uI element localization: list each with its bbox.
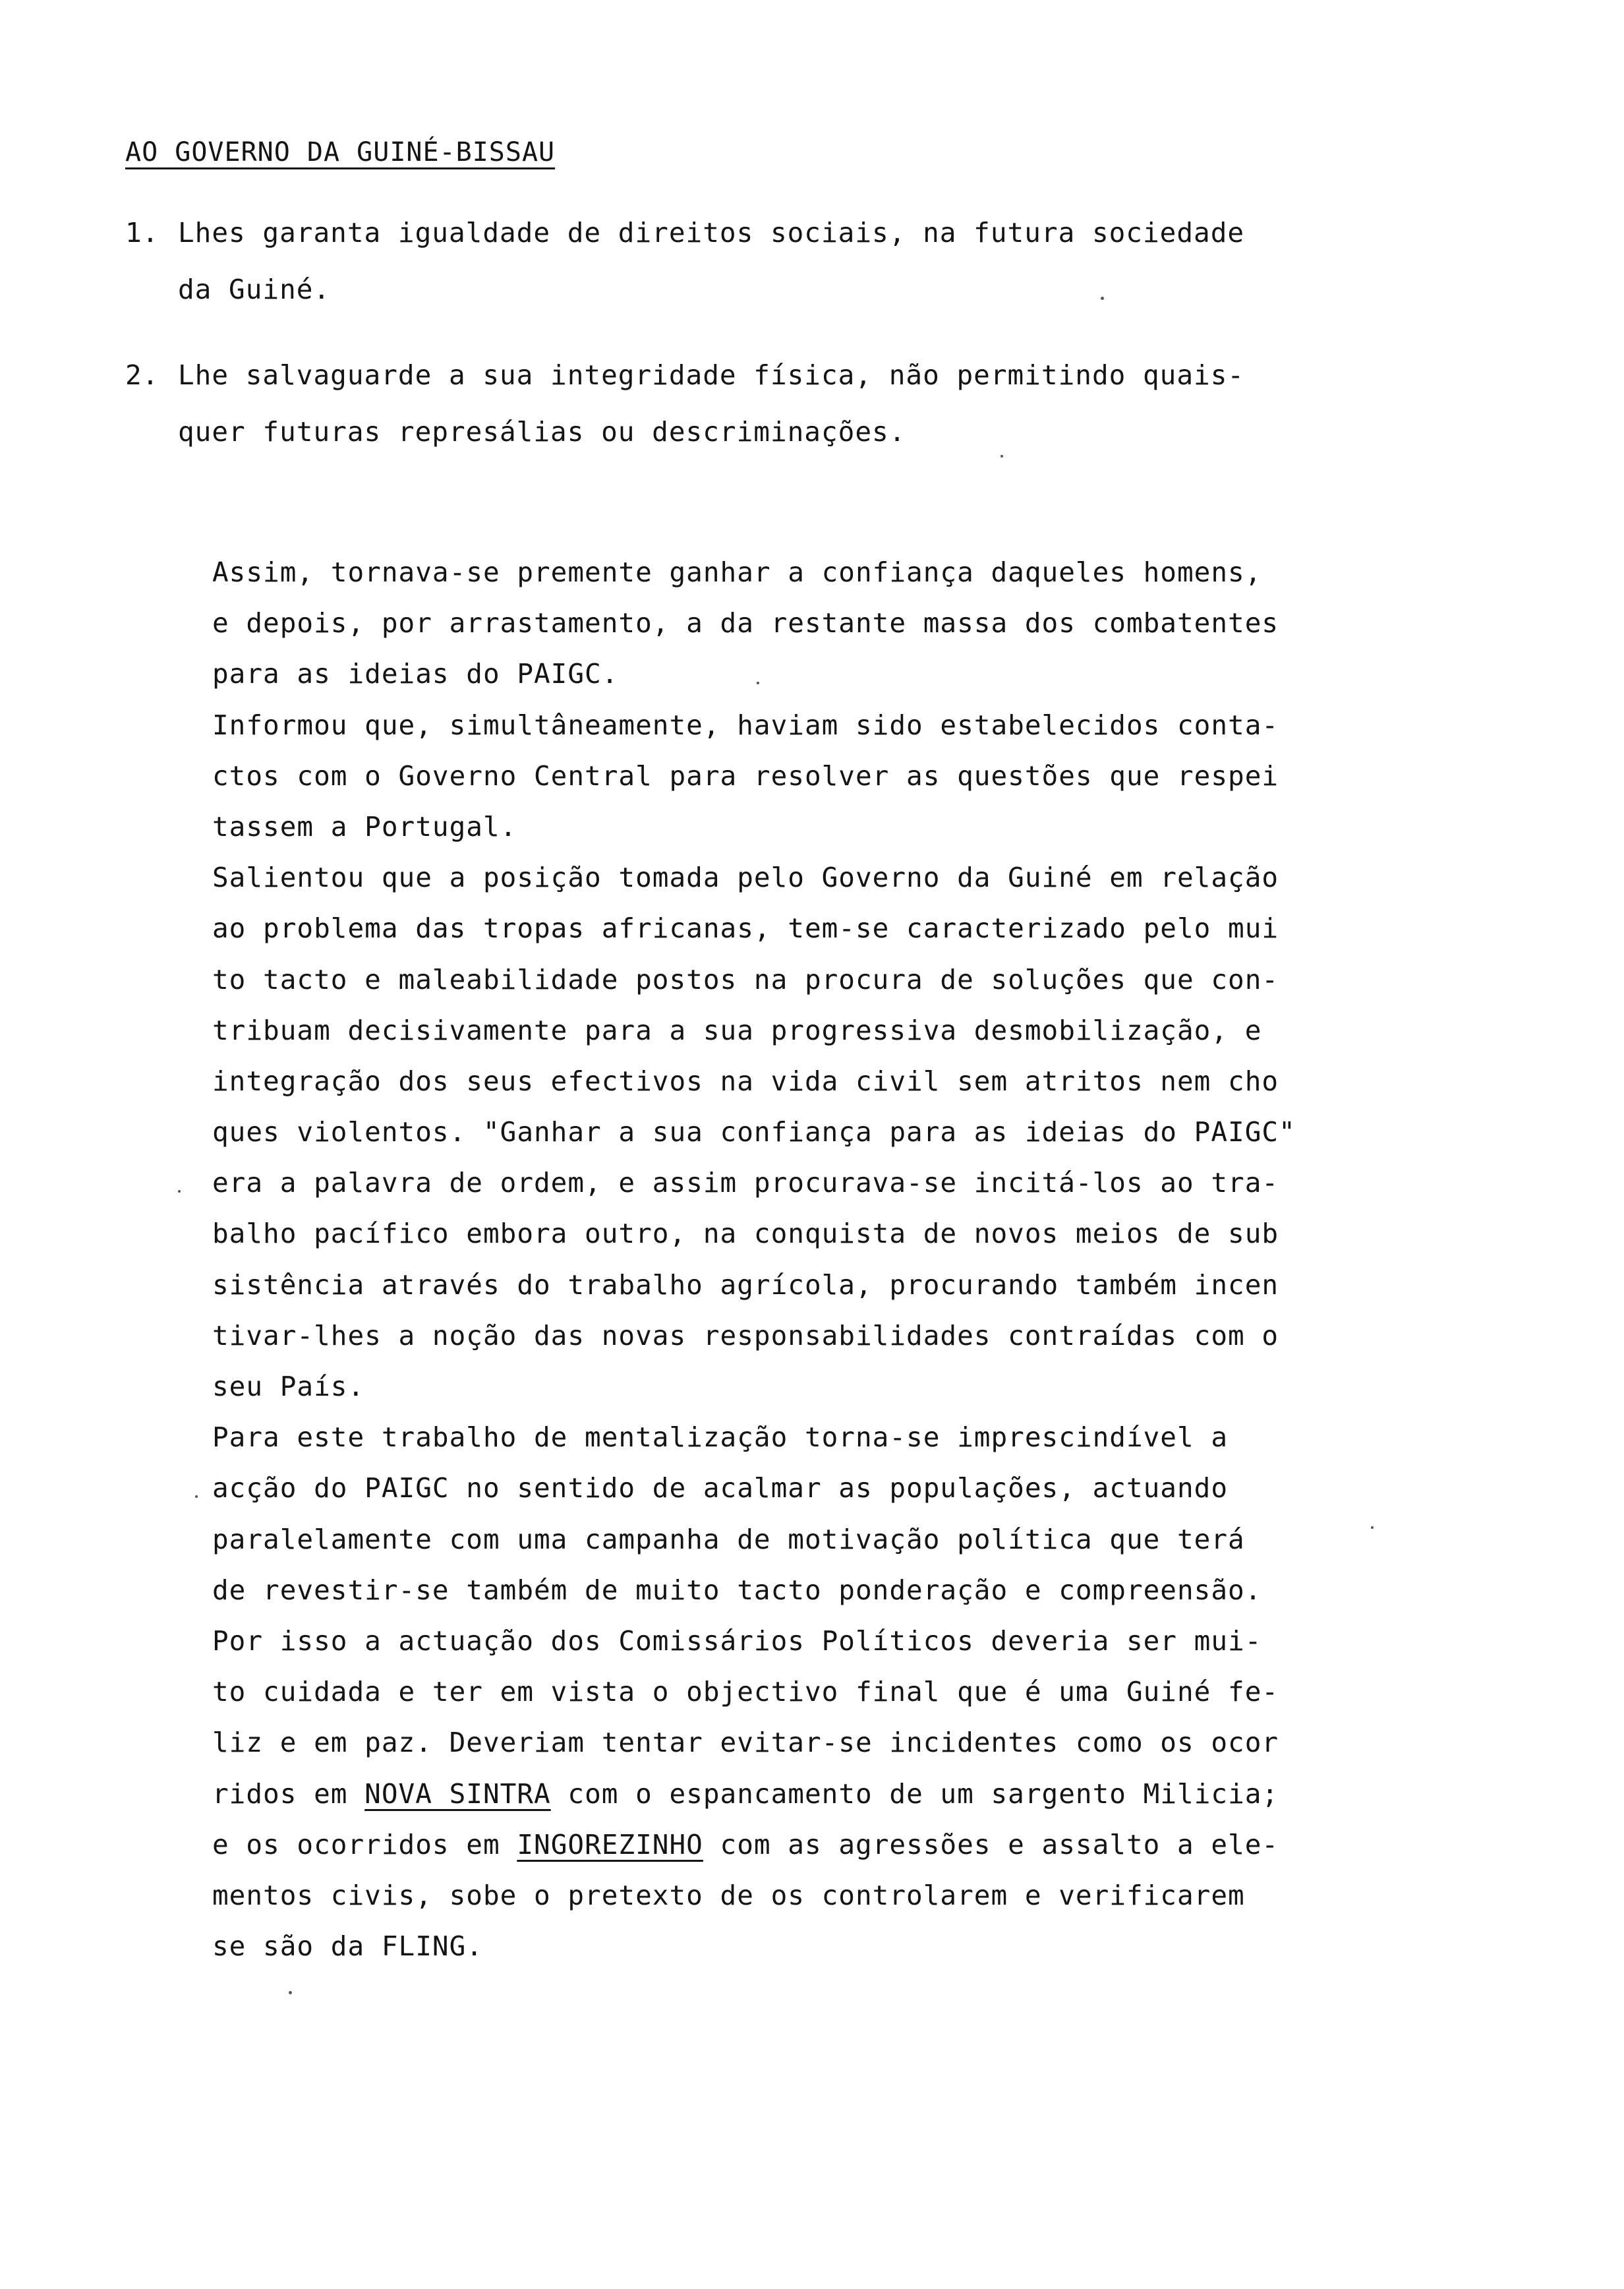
paragraph-line: Para este trabalho de mentalização torna-se imprescindível a bbox=[212, 1421, 1229, 1454]
list-item-text-line: Lhe salvaguarde a sua integridade física, não permitindo quais- bbox=[178, 359, 1245, 391]
list-item-text-line: da Guiné. bbox=[178, 274, 331, 305]
body-paragraphs bbox=[212, 547, 1399, 1972]
scan-speck bbox=[757, 682, 759, 684]
paragraph-line: ctos com o Governo Central para resolver as questões que respei bbox=[212, 759, 1279, 792]
paragraph-line: acção do PAIGC no sentido de acalmar as populações, actuando bbox=[212, 1472, 1229, 1504]
underlined-place-name: INGOREZINHO bbox=[517, 1828, 703, 1860]
scan-speck bbox=[1000, 455, 1003, 458]
scan-speck bbox=[1371, 1526, 1374, 1529]
paragraph-line: e os ocorridos em INGOREZINHO com as agressões e assalto a ele- bbox=[212, 1828, 1279, 1860]
paragraph-line: mentos civis, sobe o pretexto de os controlarem e verificarem bbox=[212, 1879, 1245, 1911]
paragraph-line: ao problema das tropas africanas, tem-se caracterizado pelo mui bbox=[212, 912, 1279, 945]
scan-speck bbox=[289, 1991, 292, 1994]
paragraph-line: tribuam decisivamente para a sua progressiva desmobilização, e bbox=[212, 1014, 1262, 1046]
paragraph-line: paralelamente com uma campanha de motivação política que terá bbox=[212, 1523, 1245, 1555]
paragraph-line: Por isso a actuação dos Comissários Políticos deveria ser mui- bbox=[212, 1624, 1262, 1657]
list-item-number: 2. bbox=[125, 359, 160, 391]
list-item-2 bbox=[125, 347, 1443, 460]
paragraph-line: balho pacífico embora outro, na conquista de novos meios de sub bbox=[212, 1218, 1279, 1250]
paragraph-line: Salientou que a posição tomada pelo Governo da Guiné em relação bbox=[212, 862, 1279, 894]
list-item-number: 1. bbox=[125, 217, 160, 249]
scan-speck bbox=[178, 1190, 181, 1193]
paragraph-line: to tacto e maleabilidade postos na procura de soluções que con- bbox=[212, 963, 1279, 996]
scan-speck bbox=[195, 1495, 198, 1498]
list-item-1 bbox=[125, 204, 1443, 318]
paragraph-line: ques violentos. "Ganhar a sua confiança para as ideias do PAIGC" bbox=[212, 1116, 1296, 1148]
paragraph-line: Assim, tornava-se premente ganhar a confiança daqueles homens, bbox=[212, 556, 1262, 588]
paragraph-line: to cuidada e ter em vista o objectivo final que é uma Guiné fe- bbox=[212, 1676, 1279, 1708]
paragraph-line: tassem a Portugal. bbox=[212, 810, 517, 843]
paragraph-line: era a palavra de ordem, e assim procurava-se incitá-los ao tra- bbox=[212, 1167, 1279, 1199]
paragraph-line: ridos em NOVA SINTRA com o espancamento de um sargento Milicia; bbox=[212, 1777, 1279, 1810]
paragraph-line: integração dos seus efectivos na vida civil sem atritos nem cho bbox=[212, 1065, 1279, 1097]
paragraph-line: de revestir-se também de muito tacto ponderação e compreensão. bbox=[212, 1574, 1262, 1606]
paragraph-line: e depois, por arrastamento, a da restante massa dos combatentes bbox=[212, 607, 1279, 639]
paragraph-line: tivar-lhes a noção das novas responsabilidades contraídas com o bbox=[212, 1319, 1279, 1352]
paragraph-line: sistência através do trabalho agrícola, procurando também incen bbox=[212, 1268, 1279, 1301]
paragraph-line: se são da FLING. bbox=[212, 1930, 483, 1963]
list-item-text-line: quer futuras represálias ou descriminações. bbox=[178, 416, 906, 448]
document-heading: AO GOVERNO DA GUINÉ-BISSAU bbox=[125, 137, 556, 167]
paragraph-line: Informou que, simultâneamente, haviam sido estabelecidos conta- bbox=[212, 709, 1279, 741]
paragraph-line: seu País. bbox=[212, 1371, 365, 1402]
paragraph-line: liz e em paz. Deveriam tentar evitar-se incidentes como os ocor bbox=[212, 1727, 1279, 1759]
list-item-text-line: Lhes garanta igualdade de direitos sociais, na futura sociedade bbox=[178, 217, 1245, 249]
underlined-place-name: NOVA SINTRA bbox=[364, 1777, 551, 1810]
paragraph-line: para as ideias do PAIGC. bbox=[212, 658, 619, 690]
scan-speck bbox=[1101, 297, 1104, 300]
